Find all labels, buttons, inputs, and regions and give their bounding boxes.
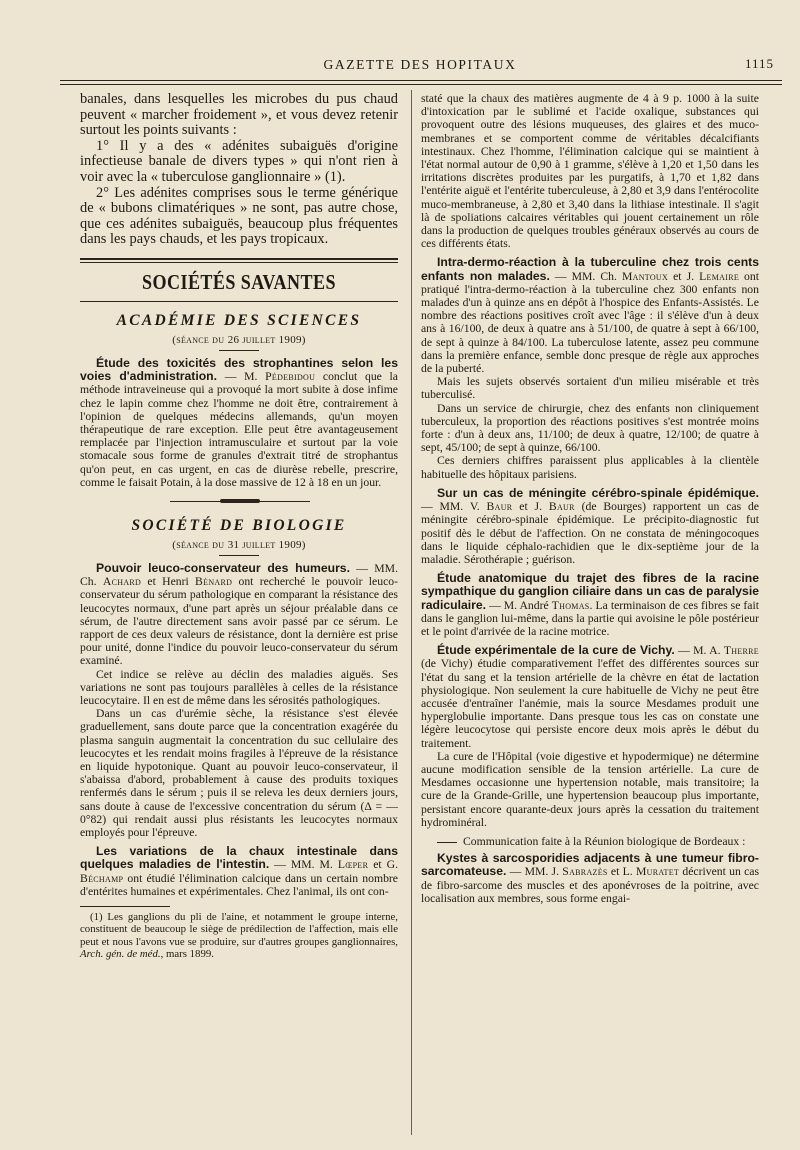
- author: Pédebidou: [265, 370, 316, 384]
- author: Béchamp: [80, 871, 124, 885]
- header-rule-thin: [60, 84, 782, 85]
- paragraph: Mais les sujets observés sortaient d'un milieu misérable et très tuberculisé.: [421, 375, 759, 402]
- article-chaux: [80, 845, 398, 898]
- article-dash: — MM. J.: [506, 865, 563, 879]
- article-title: Kystes à sarcosporidies adjacents à une tumeur fibro-sarcomateuse.: [421, 851, 759, 879]
- paragraph: Dans un cas d'urémie sèche, la résistance s'est élevée graduellement, sans doute parce que la concentration exagérée du plasma sanguin augmentait la concentration du suc cellulaire des leucocytes et les rendait moins fragiles à l'épreuve de la résistance en liquide hypotonique. Quant au pouvoir leuco-conservateur, il s'abaissa d'abord, probablement à cause des produits toxiques renfermés dans le sérum ; puis il se releva les deux derniers jours, sans doute à cause de l'excessive concentration du sérum (Δ = — 0°82) qui rendait aussi plus résistants les leucocytes normaux employés pour l'épreuve.: [80, 707, 398, 840]
- article-leuco: [80, 562, 398, 668]
- article-body: décrivent un cas de fibro-sarcome des muscles et des aponévroses de la poitrine, avec localisation aux membres, sous forme engai-: [421, 865, 759, 905]
- running-title: GAZETTE DES HOPITAUX: [323, 57, 517, 72]
- article-mid: et Henri: [141, 575, 196, 589]
- paragraph: La cure de l'Hôpital (voie digestive et hypodermique) ne détermine aucune modification sensible de la tension artérielle. La cure de Mesdames occasionne une hypertension notable, mais transitoire; la cure de la Grande-Grille, une hypertension beaucoup plus importante, persistant encore quarante-deux jours après la cessation du traitement hydrominéral.: [421, 749, 759, 829]
- ornament-divider: [80, 497, 398, 507]
- header-rule: [60, 80, 782, 81]
- paragraph: Ces derniers chiffres paraissent plus applicables à la clientèle habituelle des hôpitaux parisiens.: [421, 454, 759, 481]
- article-body: (de Bourges) rapportent un cas de méningite cérébro-spinale épidémique. Le précipito-diagnostic fut positif dès le début de l'affection. On ne constata de méningocoques dans le liquide céphalo-rachidien que le dix-septième jour de la maladie. Sérothérapie ; guérison.: [421, 500, 759, 566]
- article-kystes: [421, 852, 759, 905]
- footnote-rule: [80, 906, 170, 907]
- article-intradermo: [421, 256, 759, 375]
- author: Baur: [486, 500, 513, 514]
- author: Achard: [102, 575, 142, 589]
- article-mid: et L.: [607, 865, 636, 879]
- column-divider: [411, 90, 412, 1135]
- article-mid: et J.: [512, 500, 549, 514]
- author: Sabrazès: [562, 865, 608, 879]
- intro-paragraph: banales, dans lesquelles les microbes du pus chaud peuvent « marcher froidement », et vous devez retenir surtout les points suivants :: [80, 91, 398, 139]
- point-2: 2° Les adénites comprises sous le terme générique de « bubons climatériques » ne sont, pas autre chose, que ces adénites subaiguës, beaucoup plus fréquentes dans les pays chauds, et les pays tropicaux.: [80, 184, 398, 248]
- left-column: [80, 92, 398, 961]
- seance-dash: [219, 555, 259, 556]
- article-body: ont étudié l'élimination calcique dans un certain nombre d'entérites humaines et expérimentales. Chez l'animal, ils ont con-: [80, 871, 398, 898]
- section-rule: [80, 258, 398, 260]
- article-dash: — MM. M.: [269, 858, 338, 872]
- article-body: ont pratiqué l'intra-dermo-réaction à la tuberculine chez 300 enfants non malades d'un à quinze ans en dépôt à l'hospice des Enfants-Assistés. Le nombre des réactions positives croît avec l'âge : il s'élève d'un à deux ans à 16/100, de deux à quatre ans à 51/100, de quatre à sept à 66/100, de sept à quinze à 84/100. La tuberculose latente, assez peu commune dans la première enfance, semble donc presque de règle aux approches de la puberté.: [421, 269, 759, 376]
- article-ganglion: [421, 572, 759, 638]
- seance-prefix: (séance du: [172, 538, 225, 551]
- paragraph: Cet indice se relève au déclin des maladies aiguës. Ses variations ne sont pas toujours parallèles à celles de la résistance leucocytaire. Il en est de même dans les sérosités pathologiques.: [80, 667, 398, 707]
- article-title: Les variations de la chaux intestinale dans quelques maladies de l'intestin.: [80, 844, 398, 872]
- right-column: [421, 92, 759, 905]
- article-title: Pouvoir leuco-conservateur des humeurs.: [96, 560, 350, 575]
- seance-prefix: (séance du: [172, 333, 225, 346]
- footnote-citation: Arch. gén. de méd.: [80, 948, 161, 961]
- section-rule-thin: [80, 262, 398, 263]
- article-body: (de Vichy) étudie comparativement l'effet des différentes sources sur l'état du sang et la tension artérielle de la chèvre en état de lactation physiologique. Non seulement la cure habituelle de Vichy ne peut être accusée d'entraîner l'anémie, mais la source Mesdames produit une hyperglobulie importante. Dans presque tous les cas on constate une légère leucocytose qui persiste encore deux mois après le début du traitement.: [421, 657, 759, 750]
- article-dash: — MM. Ch.: [80, 561, 398, 589]
- bordeaux-note: [421, 835, 759, 848]
- academie-title: ACADÉMIE DES SCIENCES: [116, 311, 362, 329]
- footnote: [80, 911, 398, 961]
- footnote-text: (1) Les ganglions du pli de l'aine, et notamment le groupe interne, constituent de beaucoup le siège de prédilection de l'affection, mais elle peut et nous l'avons vue se produire, sur d'autres groupes ganglionnaires,: [80, 911, 398, 948]
- seance-date: 26 juillet 1909): [227, 333, 306, 346]
- seance-date: 31 juillet 1909): [227, 538, 306, 551]
- author: Therre: [723, 644, 759, 658]
- biologie-seance: [80, 539, 398, 551]
- seance-dash: [219, 350, 259, 351]
- continued-paragraph: staté que la chaux des matières augmente de 4 à 9 p. 1000 à la suite d'intoxication par le sublimé et l'acide oxalique, substances qui provoquent outre des lésions muqueuses, des glaires et des muco-membranes et se comportent comme de véritables décalcifiants intestinaux. Chez l'homme, l'élimination calcique qui se maintient à l'état normal autour de 0,90 à 1 gramme, s'élève à 1,20 et 1,50 dans les irritations discrètes produites par les purgatifs, à 1,70 et 1,82 dans l'entérite aiguë et l'entérite tuberculeuse, à 2,80 et 3,9 dans l'entérocolite muco-membraneuse, à 2,80 et 3,40 dans la lithiase intestinale. Il s'agit là de spoliations calcaires véritables qui jouent certainement un rôle dans la production de quelques troubles généraux observés au cours de ces différents états.: [421, 92, 759, 251]
- article-body: conclut que la méthode intraveineuse qui a provoqué la mort subite à dose infime chez le lapin comme chez l'homme ne doit être, contrairement à l'opinion de quelques médecins allemands, qu'un moyen thérapeutique de rare exception. Elle peut être avantageusement remplacée par l'injection intramusculaire et surtout par la voie stomacale sous forme de granules d'extrait titré de strophantus qu'on peut, en cas urgent, en cas de diurèse rebelle, prescrire, comme le faisait Potain, à la dose massive de 12 à 18 en un jour.: [80, 370, 398, 489]
- article-title: Intra-dermo-réaction à la tuberculine chez trois cents enfants non malades.: [421, 255, 759, 283]
- page-header: [60, 57, 780, 81]
- article-mid: et J.: [668, 269, 700, 283]
- article-title: Étude expérimentale de la cure de Vichy.: [437, 643, 675, 658]
- article-dash: — M. André: [486, 598, 552, 612]
- note-text: Communication faite à la Réunion biologique de Bordeaux :: [463, 834, 746, 848]
- author: Baur: [548, 500, 575, 514]
- article-dash: — MM. V.: [421, 500, 487, 514]
- page-number: 1115: [744, 56, 774, 71]
- section-title: SOCIÉTÉS SAVANTES: [142, 269, 336, 294]
- paragraph: Dans un service de chirurgie, chez des enfants non cliniquement tuberculeux, la proportion des réactions positives s'est montrée moins forte : d'un à deux ans, 11/100; de deux à quatre, 12/100; de quatre à sept, 45/100; de sept à quinze, 66/100.: [421, 401, 759, 455]
- section-title-rule: [80, 301, 398, 302]
- ornament-center: [220, 499, 260, 503]
- author: Lemaire: [699, 269, 740, 283]
- article-meningite: [421, 487, 759, 566]
- article-mid: et G.: [368, 858, 398, 872]
- author: Mantoux: [621, 269, 669, 283]
- author: Muratet: [635, 865, 680, 879]
- article-body: ont recherché le pouvoir leuco-conservateur du sérum pathologique en comparant la résistance des leucocytes normaux, d'une part après un séjour préalable dans ce sérum, de l'autre directement sans avoir passé par ce sérum. Le rapport de ces deux valeurs de résistance, dont la dernière est prise pour unité, donne l'indice du pouvoir leuco-conservateur du sérum examiné.: [80, 575, 399, 668]
- academie-seance: [80, 334, 398, 346]
- article-dash: — M. A.: [674, 644, 724, 658]
- article-strophantines: [80, 357, 398, 489]
- author: Bénard: [195, 575, 233, 589]
- footnote-end: , mars 1899.: [160, 948, 214, 961]
- article-body: . La terminaison de ces fibres se fait dans le ganglion lui-même, dans la partie qui avoisine le pôle postérieur et le point d'arrivée de la racine motrice.: [421, 598, 759, 638]
- author: Lœper: [337, 858, 369, 872]
- article-vichy: [421, 644, 759, 750]
- article-dash: — M.: [217, 370, 266, 384]
- article-dash: — MM. Ch.: [549, 269, 622, 283]
- article-title: Sur un cas de méningite cérébro-spinale épidémique.: [437, 485, 759, 500]
- author: Thomas: [551, 598, 590, 612]
- note-dash: [437, 842, 457, 843]
- biologie-title: SOCIÉTÉ DE BIOLOGIE: [131, 516, 347, 534]
- point-1: 1° Il y a des « adénites subaiguës d'origine infectieuse banale de divers types » qui n'ont rien à voir avec la « tuberculose ganglionnaire » (1).: [80, 137, 398, 185]
- article-title: Étude anatomique du trajet des fibres de la racine sympathique du ganglion ciliaire dans un cas de paralysie radiculaire.: [421, 571, 759, 612]
- article-title: Étude des toxicités des strophantines selon les voies d'administration.: [80, 355, 398, 384]
